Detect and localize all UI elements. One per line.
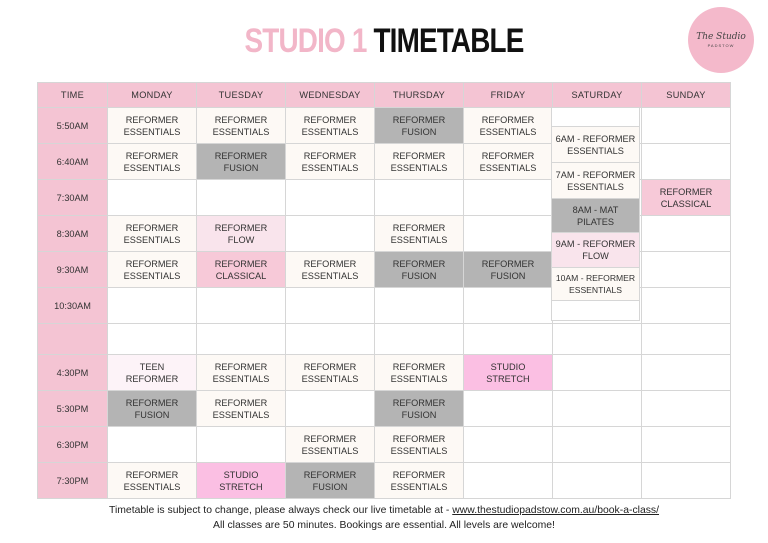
saturday-line-2: ESSENTIALS <box>568 285 622 295</box>
empty-slot <box>642 144 731 180</box>
class-line-1: REFORMER <box>392 397 446 408</box>
saturday-line-1: 9AM - REFORMER <box>555 239 636 249</box>
empty-slot <box>642 108 731 144</box>
class-slot[interactable] <box>197 391 286 427</box>
empty-slot <box>197 324 286 355</box>
class-line-1: REFORMER <box>125 397 179 408</box>
class-slot[interactable] <box>464 252 553 288</box>
empty-slot <box>197 427 286 463</box>
class-line-1: REFORMER <box>659 186 713 197</box>
day-header: TIME <box>38 83 108 108</box>
footer-line-1 <box>0 505 768 516</box>
day-header: TUESDAY <box>197 83 286 108</box>
class-slot[interactable] <box>197 252 286 288</box>
class-line-1: REFORMER <box>214 361 268 372</box>
table-row <box>38 463 731 499</box>
class-line-2: REFORMER <box>125 373 179 384</box>
class-slot[interactable] <box>108 391 197 427</box>
class-line-1: REFORMER <box>392 258 446 269</box>
day-header: THURSDAY <box>375 83 464 108</box>
class-line-1: REFORMER <box>303 469 357 480</box>
empty-slot <box>642 463 731 499</box>
time-cell: 4:30PM <box>38 355 108 391</box>
class-slot[interactable] <box>108 108 197 144</box>
page-title <box>69 22 699 61</box>
class-line-2: FUSION <box>401 126 437 137</box>
empty-slot <box>375 324 464 355</box>
saturday-line-1: 10AM - REFORMER <box>555 273 636 283</box>
class-line-2: ESSENTIALS <box>123 234 181 245</box>
class-slot[interactable] <box>286 355 375 391</box>
saturday-cell <box>553 427 642 463</box>
saturday-class-slot[interactable] <box>551 198 640 233</box>
day-header: SATURDAY <box>553 83 642 108</box>
empty-slot <box>375 288 464 324</box>
class-line-2: STRETCH <box>219 481 263 492</box>
class-line-2: CLASSICAL <box>215 270 267 281</box>
saturday-line-2: FLOW <box>582 251 609 261</box>
class-slot[interactable] <box>197 463 286 499</box>
class-line-2: ESSENTIALS <box>479 162 537 173</box>
logo-script: The Studio <box>696 32 746 42</box>
empty-slot <box>197 288 286 324</box>
class-line-2: FUSION <box>223 162 259 173</box>
saturday-cell <box>553 324 642 355</box>
class-line-1: REFORMER <box>214 258 268 269</box>
saturday-class-slot[interactable] <box>551 232 640 268</box>
class-line-2: ESSENTIALS <box>301 126 359 137</box>
empty-slot <box>108 427 197 463</box>
empty-slot <box>286 288 375 324</box>
class-line-2: ESSENTIALS <box>301 373 359 384</box>
class-line-2: ESSENTIALS <box>301 162 359 173</box>
class-line-1: REFORMER <box>125 222 179 233</box>
class-line-1: REFORMER <box>392 433 446 444</box>
empty-slot <box>464 180 553 216</box>
class-slot[interactable] <box>286 427 375 463</box>
class-line-2: FUSION <box>401 409 437 420</box>
saturday-line-2: ESSENTIALS <box>567 181 624 192</box>
saturday-empty-slot <box>551 300 640 321</box>
empty-slot <box>375 180 464 216</box>
class-slot[interactable] <box>108 463 197 499</box>
saturday-line-1: 8AM - MAT <box>572 204 619 215</box>
class-slot[interactable] <box>464 355 553 391</box>
class-line-1: REFORMER <box>214 150 268 161</box>
class-line-2: FUSION <box>312 481 348 492</box>
studio-logo <box>688 7 754 73</box>
empty-slot <box>642 427 731 463</box>
class-line-1: REFORMER <box>214 222 268 233</box>
table-row <box>38 324 731 355</box>
footer-note: Timetable is subject to change, please always check our live timetable at - <box>108 505 453 516</box>
empty-slot <box>108 324 197 355</box>
class-line-2: FUSION <box>490 270 526 281</box>
class-slot[interactable] <box>108 252 197 288</box>
time-cell: 5:30PM <box>38 391 108 427</box>
class-line-2: ESSENTIALS <box>301 445 359 456</box>
class-line-1: REFORMER <box>125 150 179 161</box>
empty-slot <box>286 324 375 355</box>
class-line-2: ESSENTIALS <box>123 270 181 281</box>
class-line-2: FLOW <box>227 234 255 245</box>
class-line-1: STUDIO <box>490 361 526 372</box>
class-line-2: ESSENTIALS <box>212 373 270 384</box>
saturday-class-slot[interactable] <box>551 162 640 199</box>
class-slot[interactable] <box>375 355 464 391</box>
table-row <box>38 427 731 463</box>
class-line-2: FUSION <box>401 270 437 281</box>
class-slot[interactable] <box>108 355 197 391</box>
class-line-1: REFORMER <box>214 397 268 408</box>
time-cell: 8:30AM <box>38 216 108 252</box>
class-slot[interactable] <box>464 144 553 180</box>
class-line-1: REFORMER <box>481 258 535 269</box>
class-line-1: REFORMER <box>303 114 357 125</box>
class-line-2: STRETCH <box>486 373 530 384</box>
day-header: SUNDAY <box>642 83 731 108</box>
class-line-1: REFORMER <box>303 258 357 269</box>
empty-slot <box>108 288 197 324</box>
empty-slot <box>286 391 375 427</box>
class-slot[interactable] <box>108 216 197 252</box>
time-cell: 10:30AM <box>38 288 108 324</box>
title-main: TIMETABLE <box>373 22 524 60</box>
time-cell: 6:40AM <box>38 144 108 180</box>
class-slot[interactable] <box>197 144 286 180</box>
class-line-1: REFORMER <box>125 258 179 269</box>
class-line-1: REFORMER <box>392 469 446 480</box>
table-row <box>38 355 731 391</box>
empty-slot <box>464 216 553 252</box>
class-line-1: REFORMER <box>392 222 446 233</box>
class-line-2: ESSENTIALS <box>390 234 448 245</box>
day-header: FRIDAY <box>464 83 553 108</box>
class-line-1: REFORMER <box>303 433 357 444</box>
saturday-class-slot[interactable] <box>551 126 640 163</box>
empty-slot <box>464 324 553 355</box>
class-line-2: ESSENTIALS <box>390 162 448 173</box>
empty-slot <box>642 252 731 288</box>
empty-slot <box>464 391 553 427</box>
class-slot[interactable] <box>108 144 197 180</box>
class-line-2: ESSENTIALS <box>390 373 448 384</box>
class-line-2: ESSENTIALS <box>212 409 270 420</box>
empty-slot <box>464 427 553 463</box>
class-line-1: REFORMER <box>303 150 357 161</box>
class-line-1: REFORMER <box>481 150 535 161</box>
empty-slot <box>464 288 553 324</box>
time-cell <box>38 324 108 355</box>
class-slot[interactable] <box>286 108 375 144</box>
empty-slot <box>642 288 731 324</box>
class-slot[interactable] <box>286 463 375 499</box>
saturday-cell <box>553 355 642 391</box>
class-line-1: STUDIO <box>223 469 259 480</box>
time-cell: 6:30PM <box>38 427 108 463</box>
time-cell: 9:30AM <box>38 252 108 288</box>
empty-slot <box>642 355 731 391</box>
class-line-2: ESSENTIALS <box>301 270 359 281</box>
empty-slot <box>286 180 375 216</box>
title-accent: STUDIO 1 <box>244 22 367 60</box>
saturday-line-2: PILATES <box>576 216 615 227</box>
saturday-line-1: 6AM - REFORMER <box>555 133 636 144</box>
class-slot[interactable] <box>375 391 464 427</box>
logo-subtext: PADSTOW <box>707 43 735 48</box>
booking-link[interactable]: www.thestudiopadstow.com.au/book-a-class/ <box>452 505 660 516</box>
saturday-class-slot[interactable] <box>551 267 640 301</box>
empty-slot <box>197 180 286 216</box>
class-slot[interactable] <box>375 252 464 288</box>
class-line-2: ESSENTIALS <box>123 481 181 492</box>
class-slot[interactable] <box>375 108 464 144</box>
table-row <box>38 391 731 427</box>
class-slot[interactable] <box>286 252 375 288</box>
class-line-1: REFORMER <box>392 361 446 372</box>
class-line-1: REFORMER <box>125 114 179 125</box>
class-slot[interactable] <box>197 355 286 391</box>
footer-line-2: All classes are 50 minutes. Bookings are essential. All levels are welcome! <box>213 520 555 531</box>
header-row <box>38 83 731 108</box>
class-line-2: CLASSICAL <box>660 198 712 209</box>
class-line-2: ESSENTIALS <box>479 126 537 137</box>
class-slot[interactable] <box>197 216 286 252</box>
class-line-1: REFORMER <box>303 361 357 372</box>
class-line-1: REFORMER <box>481 114 535 125</box>
class-line-2: ESSENTIALS <box>390 481 448 492</box>
day-header: MONDAY <box>108 83 197 108</box>
class-line-1: TEEN <box>139 361 165 372</box>
class-line-1: REFORMER <box>214 114 268 125</box>
class-slot[interactable] <box>375 216 464 252</box>
class-slot[interactable] <box>375 463 464 499</box>
class-slot[interactable] <box>375 427 464 463</box>
time-cell: 5:50AM <box>38 108 108 144</box>
saturday-line-1: 7AM - REFORMER <box>555 169 636 180</box>
class-slot[interactable] <box>375 144 464 180</box>
empty-slot <box>464 463 553 499</box>
class-slot[interactable] <box>286 144 375 180</box>
empty-slot <box>642 216 731 252</box>
saturday-cell <box>553 463 642 499</box>
class-line-2: ESSENTIALS <box>390 445 448 456</box>
empty-slot <box>108 180 197 216</box>
saturday-line-2: ESSENTIALS <box>567 145 624 156</box>
empty-slot <box>286 216 375 252</box>
class-line-1: REFORMER <box>392 114 446 125</box>
class-slot[interactable] <box>642 180 731 216</box>
day-header: WEDNESDAY <box>286 83 375 108</box>
class-line-2: ESSENTIALS <box>123 162 181 173</box>
time-cell: 7:30AM <box>38 180 108 216</box>
empty-slot <box>642 391 731 427</box>
saturday-empty-slot <box>551 107 640 127</box>
class-slot[interactable] <box>197 108 286 144</box>
class-line-1: REFORMER <box>125 469 179 480</box>
class-line-2: ESSENTIALS <box>123 126 181 137</box>
class-line-2: FUSION <box>134 409 170 420</box>
time-cell: 7:30PM <box>38 463 108 499</box>
class-slot[interactable] <box>464 108 553 144</box>
saturday-cell <box>553 391 642 427</box>
class-line-2: ESSENTIALS <box>212 126 270 137</box>
empty-slot <box>642 324 731 355</box>
class-line-1: REFORMER <box>392 150 446 161</box>
